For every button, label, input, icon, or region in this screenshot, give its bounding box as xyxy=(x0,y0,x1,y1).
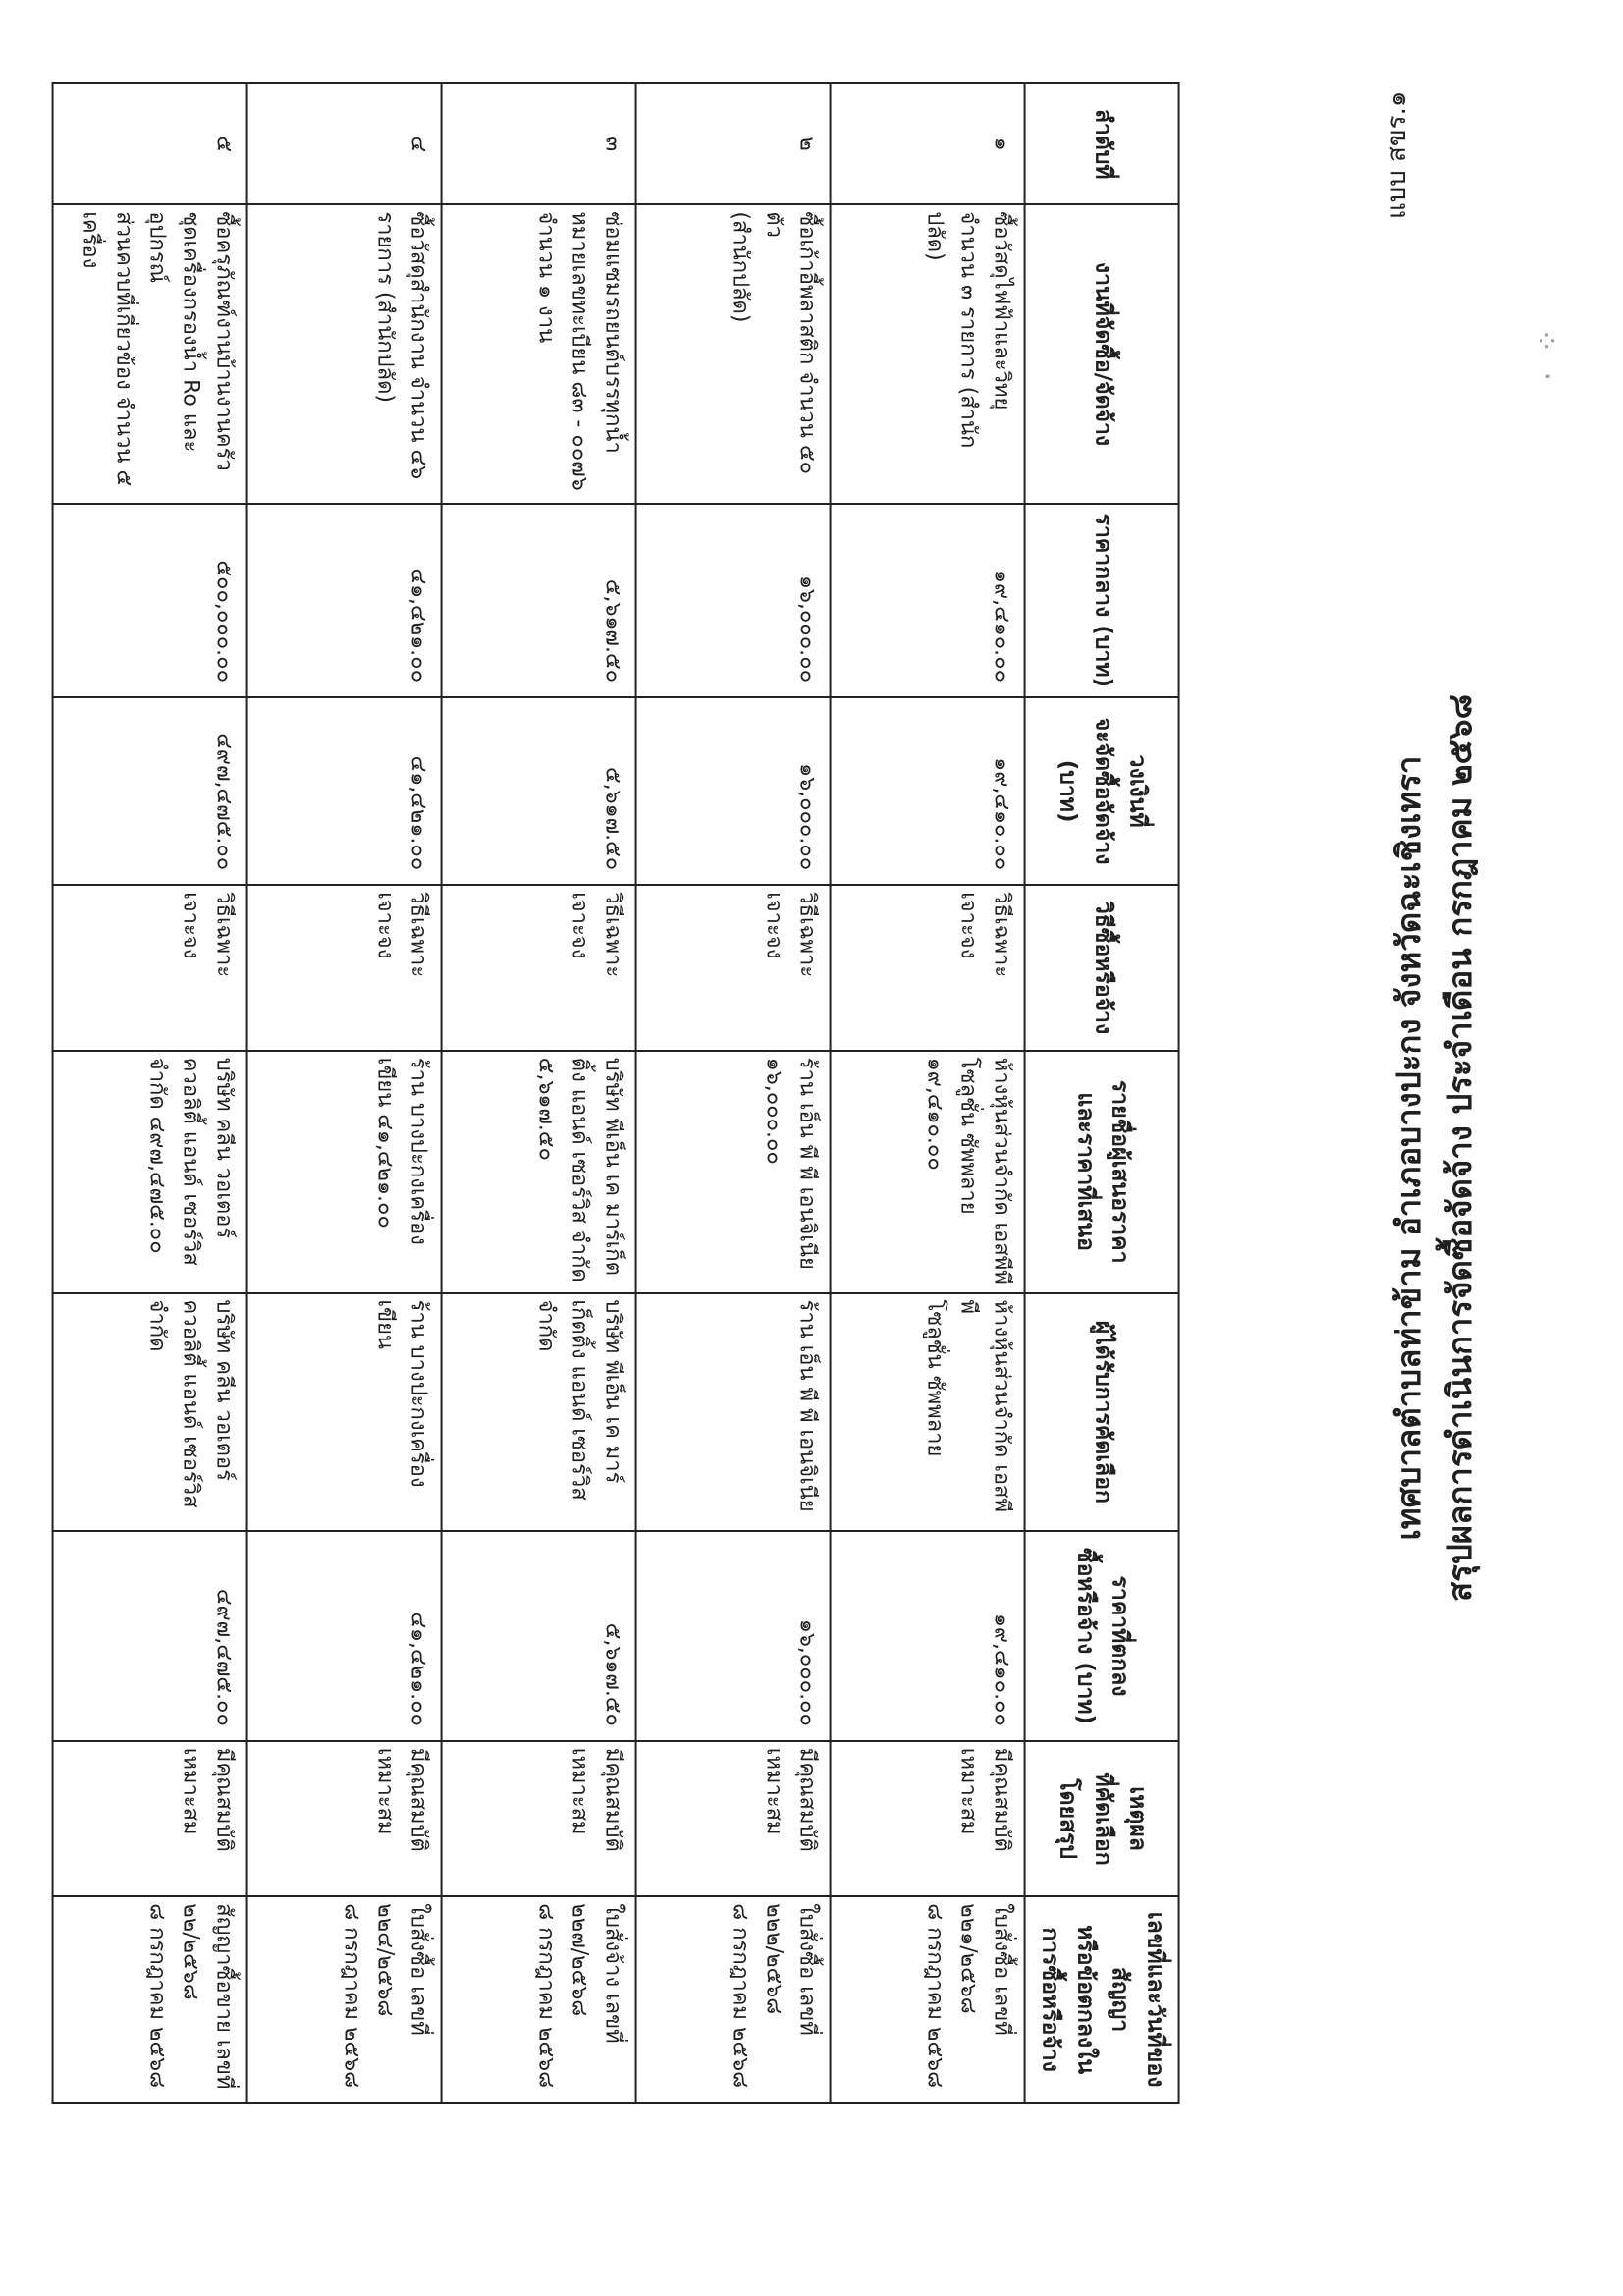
cell-work-line: จำนวน ๑ งาน xyxy=(533,211,559,344)
table-row xyxy=(831,83,1025,2103)
cell-method: วิธีเฉพาะเจาะจง xyxy=(636,885,831,1051)
cell-agreed: ๑๙,๔๑๐.๐๐ xyxy=(831,1531,1025,1741)
cell-reason-line: มีคุณสมบัติ xyxy=(795,1747,820,1852)
header-contract xyxy=(1025,1896,1179,2103)
header-budget-line: จะจัดซื้อจัดจ้าง xyxy=(1090,717,1116,865)
cell-contract-line: ใบสั่งซื้อ เลขที่ xyxy=(990,1903,1014,2036)
cell-bidders xyxy=(636,1051,831,1293)
cell-budget: ๕,๖๑๗.๕๐ xyxy=(442,697,636,885)
cell-work xyxy=(442,204,636,503)
header-bidders-line: และราคาที่เสนอ xyxy=(1072,1092,1099,1251)
cell-median: ๑๙,๔๑๐.๐๐ xyxy=(831,504,1025,697)
header-bidders-line: รายชื่อผู้เสนอราคา xyxy=(1107,1079,1133,1264)
cell-bidders-line: ร้าน บางปะกงเครื่อง xyxy=(406,1057,431,1245)
cell-winner-line: เก็ตติ้ง แอนด์ เซอร์วิส xyxy=(567,1299,592,1501)
cell-work-line: ซื้อเก้าอี้พลาสติก จำนวน ๕๐ ตัว xyxy=(761,211,820,475)
cell-winner-line: ควอลิตี้ แอนด์ เซอร์วิส xyxy=(178,1299,203,1508)
cell-bidders xyxy=(247,1051,442,1293)
cell-contract xyxy=(442,1896,636,2103)
cell-budget: ๑๙,๔๑๐.๐๐ xyxy=(831,697,1025,885)
cell-method: วิธีเฉพาะเจาะจง xyxy=(53,885,247,1051)
cell-work-line: ซื้อครุภัณฑ์งานบ้านงานครัว xyxy=(212,211,237,471)
cell-no: ๒ xyxy=(636,83,831,204)
cell-winner-line: ห้างหุ้นส่วนจำกัด เอสพีพี xyxy=(955,1299,1014,1512)
cell-agreed: ๑๖,๐๐๐.๐๐ xyxy=(636,1531,831,1741)
cell-contract-line: ๒๒๔/๒๕๖๘ xyxy=(372,1903,398,2017)
cell-winner-line: โซลูชั่น ซัพพลาย xyxy=(922,1299,947,1457)
cell-work-line: ซื้อวัสดุสำนักงาน จำนวน ๔๖ xyxy=(406,211,431,480)
header-agreed-line: ราคาที่ตกลง xyxy=(1107,1575,1133,1697)
cell-contract xyxy=(831,1896,1025,2103)
header-winner: ผู้ได้รับการคัดเลือก xyxy=(1025,1293,1179,1532)
cell-no: ๓ xyxy=(442,83,636,204)
cell-reason xyxy=(247,1741,442,1896)
cell-bidders-line: ควอลิตี้ แอนด์ เซอร์วิส xyxy=(178,1057,203,1266)
cell-contract-line: ใบสั่งซื้อ เลขที่ xyxy=(795,1903,820,2036)
cell-work xyxy=(636,204,831,503)
cell-reason-line: เหมาะสม xyxy=(372,1747,398,1835)
cell-winner xyxy=(53,1293,247,1532)
header-contract-line: เลขที่และวันที่ของ xyxy=(1142,1911,1168,2088)
cell-contract-line: ๘ กรกฎาคม ๒๕๖๘ xyxy=(144,1903,170,2089)
cell-method: วิธีเฉพาะเจาะจง xyxy=(442,885,636,1051)
cell-bidders-line: ๕,๖๑๗.๕๐ xyxy=(533,1057,559,1161)
header-median-price: ราคากลาง (บาท) xyxy=(1025,504,1179,697)
cell-no: ๕ xyxy=(53,83,247,204)
cell-reason-line: มีคุณสมบัติ xyxy=(212,1747,237,1852)
cell-contract xyxy=(53,1896,247,2103)
header-contract-line: สัญญา xyxy=(1107,1967,1133,2033)
cell-work-line: รายการ (สำนักปลัด) xyxy=(372,211,398,403)
cell-budget: ๑๖,๐๐๐.๐๐ xyxy=(636,697,831,885)
cell-contract-line: สัญญาซื้อขาย เลขที่ xyxy=(212,1903,237,2090)
cell-reason xyxy=(831,1741,1025,1896)
header-reason-line: โดยสรุป xyxy=(1055,1778,1081,1859)
cell-budget: ๔๑,๔๒๑.๐๐ xyxy=(247,697,442,885)
cell-contract-line: ใบสั่งจ้าง เลขที่ xyxy=(601,1903,625,2044)
header-method: วิธีซื้อหรือจ้าง xyxy=(1025,885,1179,1051)
cell-reason-line: เหมาะสม xyxy=(955,1747,981,1835)
cell-reason-line: มีคุณสมบัติ xyxy=(406,1747,431,1852)
cell-no: ๔ xyxy=(247,83,442,204)
cell-reason-line: มีคุณสมบัติ xyxy=(601,1747,625,1852)
cell-work xyxy=(53,204,247,503)
cell-winner-line: จำกัด xyxy=(144,1299,170,1352)
header-contract-line: หรือข้อตกลงใน xyxy=(1072,1925,1099,2075)
cell-bidders-line: จำกัด ๔๙๗,๔๗๕.๐๐ xyxy=(144,1057,170,1254)
cell-contract xyxy=(636,1896,831,2103)
header-bidders xyxy=(1025,1051,1179,1293)
table-row xyxy=(636,83,831,2103)
cell-winner-line: บริษัท พีเอ็น เค มาร์ xyxy=(601,1299,625,1484)
cell-work-line: ซื้อวัสดุไฟฟ้าและวิทยุ xyxy=(990,211,1014,410)
cell-winner-line: จำกัด xyxy=(533,1299,559,1352)
cell-work xyxy=(247,204,442,503)
cell-bidders-line: โซลูชั่น ซัพพลาย xyxy=(955,1057,981,1215)
cell-contract-line: ๒๒/๒๕๖๘ xyxy=(178,1903,203,2000)
cell-median: ๕,๖๑๗.๕๐ xyxy=(442,504,636,697)
cell-median: ๕๐๐,๐๐๐.๐๐ xyxy=(53,504,247,697)
cell-bidders-line: บริษัท พีเอ็น เค มาร์เก็ต xyxy=(601,1057,625,1276)
cell-contract-line: ๘ กรกฎาคม ๒๕๖๘ xyxy=(922,1903,947,2089)
cell-winner xyxy=(636,1293,831,1532)
cell-bidders-line: ติ้ง แอนด์ เซอร์วิส จำกัด xyxy=(567,1057,592,1283)
document-subtitle: เทศบาลตำบลท่าข้าม อำเภอบางปะกง จังหวัดฉะเชิงเทรา xyxy=(1389,755,1428,1541)
cell-contract-line: ๘ กรกฎาคม ๒๕๖๘ xyxy=(728,1903,753,2089)
cell-contract-line: ๒๒๗/๒๕๖๘ xyxy=(567,1903,592,2017)
cell-median: ๑๖,๐๐๐.๐๐ xyxy=(636,504,831,697)
header-budget-line: (บาท) xyxy=(1055,759,1081,823)
cell-contract xyxy=(247,1896,442,2103)
cell-bidders-line: บริษัท คลีน วอเตอร์ xyxy=(212,1057,237,1239)
header-reason xyxy=(1025,1741,1179,1896)
cell-winner-line: เขียน xyxy=(372,1299,398,1350)
cell-bidders xyxy=(442,1051,636,1293)
cell-winner-line: ร้าน เอ็น พี พี เอนจิเนีย xyxy=(795,1299,820,1512)
form-code: แบบ สขร.๑ xyxy=(1382,90,1412,219)
cell-reason-line: เหมาะสม xyxy=(761,1747,786,1835)
cell-bidders-line: เขียน ๔๑,๔๒๑.๐๐ xyxy=(372,1057,398,1229)
cell-bidders-line: ร้าน เอ็น พี พี เอนจิเนีย xyxy=(795,1057,820,1270)
cell-reason-line: เหมาะสม xyxy=(567,1747,592,1835)
cell-work-line: ชุดเครื่องกรองน้ำ Ro และ อุปกรณ์ xyxy=(144,211,203,453)
cell-median: ๔๑,๔๒๑.๐๐ xyxy=(247,504,442,697)
header-agreed-line: ซื้อหรือจ้าง (บาท) xyxy=(1072,1547,1099,1725)
scan-ink-mark: · ⁘ xyxy=(1532,328,1566,381)
cell-contract-line: ๘ กรกฎาคม ๒๕๖๘ xyxy=(339,1903,364,2089)
header-work: งานที่จัดซื้อ/จัดจ้าง xyxy=(1025,204,1179,503)
header-no: ลำดับที่ xyxy=(1025,83,1179,204)
header-reason-line: เหตุผล xyxy=(1124,1786,1151,1851)
cell-method: วิธีเฉพาะเจาะจง xyxy=(831,885,1025,1051)
header-agreed-price xyxy=(1025,1531,1179,1741)
cell-work-line: จำนวน ๓ รายการ (สำนักปลัด) xyxy=(922,211,981,449)
cell-bidders xyxy=(53,1051,247,1293)
cell-contract-line: ๒๒๒/๒๕๖๘ xyxy=(761,1903,786,2015)
cell-reason xyxy=(636,1741,831,1896)
cell-contract-line: ๒๒๑/๒๕๖๘ xyxy=(955,1903,981,2014)
header-row xyxy=(1025,83,1179,2103)
cell-work-line: ส่วนควบที่เกี่ยวข้อง จำนวน ๕ เครื่อง xyxy=(78,211,136,487)
cell-reason xyxy=(53,1741,247,1896)
cell-winner-line: บริษัท คลีน วอเตอร์ xyxy=(212,1299,237,1481)
cell-bidders xyxy=(831,1051,1025,1293)
cell-no: ๑ xyxy=(831,83,1025,204)
cell-reason-line: เหมาะสม xyxy=(178,1747,203,1835)
cell-contract-line: ๘ กรกฎาคม ๒๕๖๘ xyxy=(533,1903,559,2089)
cell-reason xyxy=(442,1741,636,1896)
header-budget xyxy=(1025,697,1179,885)
table-row xyxy=(442,83,636,2103)
cell-work-line: (สำนักปลัด) xyxy=(728,211,753,323)
header-contract-line: การซื้อหรือจ้าง xyxy=(1037,1927,1063,2072)
cell-contract-line: ใบสั่งซื้อ เลขที่ xyxy=(406,1903,431,2036)
procurement-summary-table xyxy=(52,82,1180,2104)
document-title: สรุปผลการดำเนินการจัดซื้อจัดจ้าง ประจำเดือน กรกฎาคม ๒๕๖๘ xyxy=(1440,693,1479,1603)
cell-work xyxy=(831,204,1025,503)
cell-bidders-line: ๑๖,๐๐๐.๐๐ xyxy=(761,1057,786,1165)
cell-agreed: ๔๙๗,๔๗๕.๐๐ xyxy=(53,1531,247,1741)
cell-winner-line: ร้าน บางปะกงเครื่อง xyxy=(406,1299,431,1488)
table-body xyxy=(53,83,1025,2103)
cell-agreed: ๕,๖๑๗.๕๐ xyxy=(442,1531,636,1741)
cell-winner xyxy=(247,1293,442,1532)
cell-agreed: ๔๑,๔๒๑.๐๐ xyxy=(247,1531,442,1741)
table-row xyxy=(53,83,247,2103)
cell-bidders-line: ๑๙,๔๑๐.๐๐ xyxy=(922,1057,947,1171)
header-reason-line: ที่คัดเลือก xyxy=(1090,1772,1116,1866)
header-budget-line: วงเงินที่ xyxy=(1124,754,1151,828)
cell-work-line: ซ่อมแซมรถยนต์บรรทุกน้ำ xyxy=(601,211,625,454)
cell-budget: ๔๙๗,๔๗๕.๐๐ xyxy=(53,697,247,885)
cell-winner xyxy=(831,1293,1025,1532)
table-row xyxy=(247,83,442,2103)
cell-reason-line: มีคุณสมบัติ xyxy=(990,1747,1014,1852)
cell-winner xyxy=(442,1293,636,1532)
cell-method: วิธีเฉพาะเจาะจง xyxy=(247,885,442,1051)
cell-work-line: หมายเลขทะเบียน ๘๓ - ๐๐๗๖ xyxy=(567,211,592,491)
cell-bidders-line: ห้างหุ้นส่วนจำกัด เอสพีพี xyxy=(990,1057,1014,1285)
